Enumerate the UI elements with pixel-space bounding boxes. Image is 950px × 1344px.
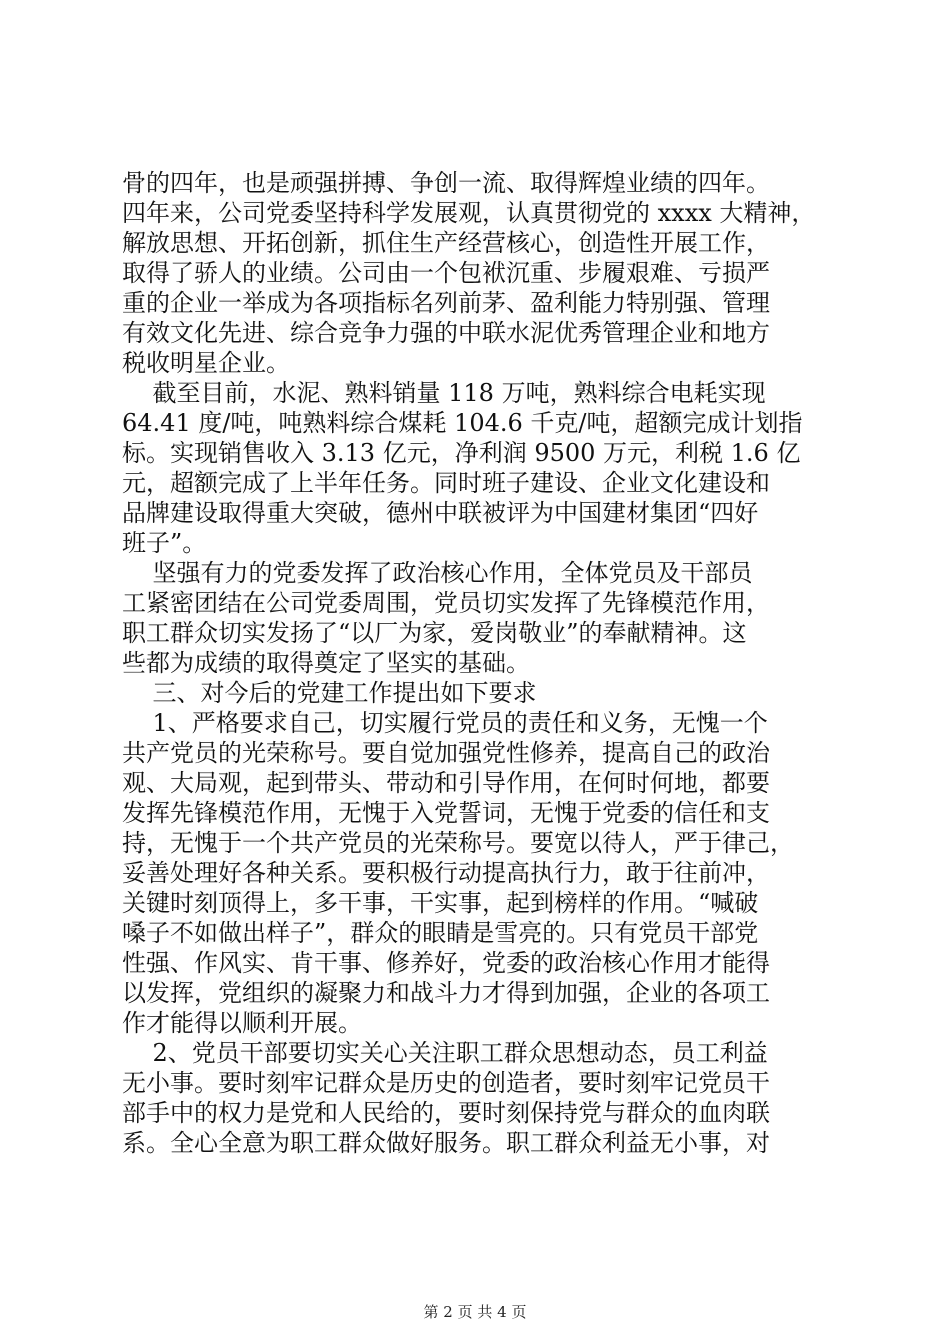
text-line: 64.41 度/吨，吨熟料综合煤耗 104.6 千克/吨，超额完成计划指 <box>122 409 803 437</box>
text-line: 三、对今后的党建工作提出如下要求 <box>122 679 537 707</box>
text-line: 税收明星企业。 <box>122 349 290 377</box>
text-line: 解放思想、开拓创新，抓住生产经营核心，创造性开展工作， <box>122 229 770 257</box>
page-footer: 第 2 页 共 4 页 <box>423 1303 527 1321</box>
text-line: 性强、作风实、肯干事、修养好，党委的政治核心作用才能得 <box>122 949 770 977</box>
text-line: 重的企业一举成为各项指标名列前茅、盈利能力特别强、管理 <box>122 289 770 317</box>
text-line: 持，无愧于一个共产党员的光荣称号。要宽以待人，严于律己， <box>122 829 794 857</box>
text-line: 系。全心全意为职工群众做好服务。职工群众利益无小事，对 <box>122 1129 770 1157</box>
text-line: 四年来，公司党委坚持科学发展观，认真贯彻党的 xxxx 大精神， <box>122 199 816 227</box>
text-line: 无小事。要时刻牢记群众是历史的创造者，要时刻牢记党员干 <box>122 1069 770 1097</box>
document-body <box>122 168 842 1158</box>
text-line: 坚强有力的党委发挥了政治核心作用，全体党员及干部员 <box>122 559 753 587</box>
text-line: 2、党员干部要切实关心关注职工群众思想动态，员工利益 <box>122 1039 768 1067</box>
text-line: 班子”。 <box>122 529 207 557</box>
text-line: 品牌建设取得重大突破，德州中联被评为中国建材集团“四好 <box>122 499 759 527</box>
text-line: 标。实现销售收入 3.13 亿元，净利润 9500 万元，利税 1.6 亿 <box>122 439 801 467</box>
text-line: 些都为成绩的取得奠定了坚实的基础。 <box>122 649 530 677</box>
text-line: 元，超额完成了上半年任务。同时班子建设、企业文化建设和 <box>122 469 770 497</box>
text-line: 部手中的权力是党和人民给的，要时刻保持党与群众的血肉联 <box>122 1099 770 1127</box>
text-line: 妥善处理好各种关系。要积极行动提高执行力，敢于往前冲， <box>122 859 770 887</box>
text-line: 作才能得以顺利开展。 <box>122 1009 362 1037</box>
text-line: 取得了骄人的业绩。公司由一个包袱沉重、步履艰难、亏损严 <box>122 259 770 287</box>
text-line: 以发挥，党组织的凝聚力和战斗力才得到加强，企业的各项工 <box>122 979 770 1007</box>
text-line: 发挥先锋模范作用，无愧于入党誓词，无愧于党委的信任和支 <box>122 799 770 827</box>
text-line: 工紧密团结在公司党委周围，党员切实发挥了先锋模范作用， <box>122 589 770 617</box>
text-line: 骨的四年，也是顽强拼搏、争创一流、取得辉煌业绩的四年。 <box>122 169 770 197</box>
text-line: 有效文化先进、综合竞争力强的中联水泥优秀管理企业和地方 <box>122 319 770 347</box>
text-line: 共产党员的光荣称号。要自觉加强党性修养，提高自己的政治 <box>122 739 770 767</box>
text-line: 1、严格要求自己，切实履行党员的责任和义务，无愧一个 <box>122 709 768 737</box>
text-line: 观、大局观，起到带头、带动和引导作用，在何时何地，都要 <box>122 769 770 797</box>
text-line: 截至目前，水泥、熟料销量 118 万吨，熟料综合电耗实现 <box>122 379 766 407</box>
text-line: 职工群众切实发扬了“以厂为家，爱岗敬业”的奉献精神。这 <box>122 619 747 647</box>
text-line: 嗓子不如做出样子”，群众的眼睛是雪亮的。只有党员干部党 <box>122 919 759 947</box>
text-line: 关键时刻顶得上，多干事，干实事，起到榜样的作用。“喊破 <box>122 889 759 917</box>
